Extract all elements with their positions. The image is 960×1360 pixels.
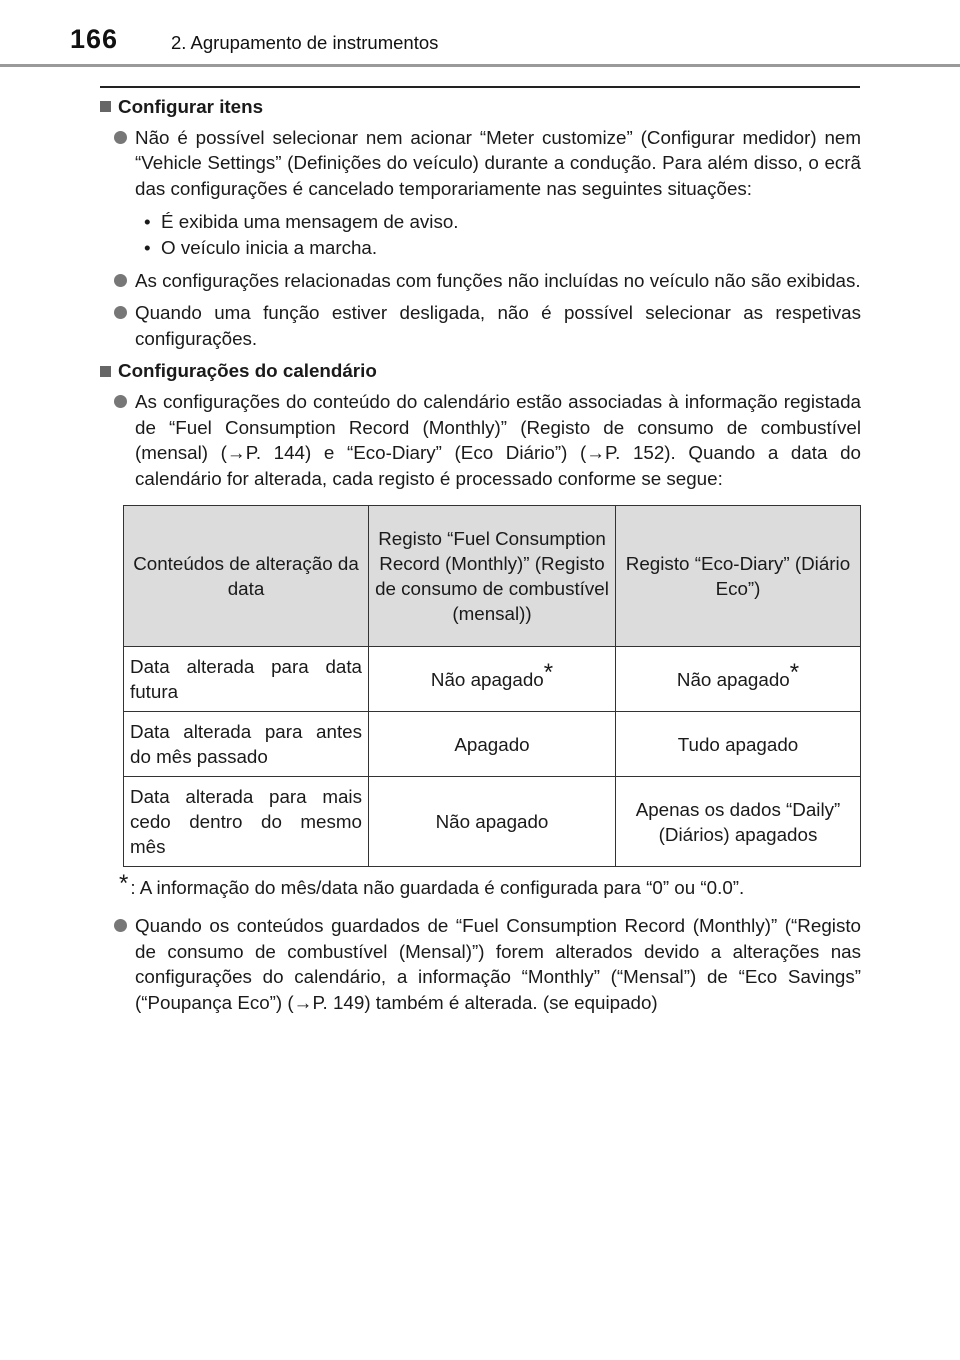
footnote-text: : A informação do mês/data não guardada é configurada para “0” ou “0.0”.: [130, 877, 745, 899]
section-heading: [98, 358, 861, 384]
page-number: 166: [70, 24, 119, 54]
section-heading-text: Configurações do calendário: [118, 360, 377, 382]
content-top-divider: [100, 86, 860, 88]
table-cell: Tudo apagado: [616, 712, 861, 777]
table-cell: Data alterada para antes do mês passado: [124, 712, 369, 777]
section-heading-text: Configurar itens: [118, 96, 264, 117]
table-cell: Data alterada para mais cedo dentro do mesmo mês: [124, 777, 369, 867]
cell-text: Não apagado: [430, 668, 544, 690]
circle-bullet-icon: [114, 131, 127, 144]
bullet-paragraph: [98, 125, 861, 261]
asterisk-mark: *: [543, 658, 554, 686]
table-row: [124, 712, 861, 777]
circle-bullet-icon: [114, 395, 127, 408]
table-header-row: [124, 506, 861, 647]
sub-list-item: • É exibida uma mensagem de aviso.: [141, 209, 861, 235]
table-header-cell: Conteúdos de alteração da data: [124, 506, 369, 647]
table-cell: Apenas os dados “Daily” (Diários) apagados: [616, 777, 861, 867]
square-bullet-icon: [100, 101, 111, 112]
table-cell: [369, 647, 616, 712]
bullet-text: As configurações relacionadas com funções não incluídas no veículo não são exibidas.: [135, 269, 861, 291]
asterisk-mark: *: [119, 870, 129, 898]
calendar-table: [123, 505, 861, 867]
table-cell: Data alterada para data futura: [124, 647, 369, 712]
bullet-text: Quando os conteúdos guardados de “Fuel Consumption Record (Monthly)” (“Registo de consumo de combustível (Mensal)”) forem alterados devido a alterações nas configurações do calendário, a informação “Monthly” (“Mensal”) de “Eco Savings” (“Poupança Eco”) (→P. 149) também é alterada. (se equipado): [135, 914, 861, 1013]
bullet-paragraph: [98, 913, 861, 1015]
bullet-text: Quando uma função estiver desligada, não é possível selecionar as respetivas configurações.: [135, 302, 861, 349]
circle-bullet-icon: [114, 919, 127, 932]
table-cell: Apagado: [369, 712, 616, 777]
table-row: [124, 647, 861, 712]
chapter-title: 2. Agrupamento de instrumentos: [171, 32, 439, 53]
bullet-paragraph: [98, 268, 861, 294]
circle-bullet-icon: [114, 274, 127, 287]
bullet-text: Não é possível selecionar nem acionar “Meter customize” (Configurar medidor) nem “Vehicle Settings” (Definições do veículo) durante a condução. Para além disso, o ecrã das configurações é cancelado temporariamente nas seguintes situações:: [135, 126, 861, 199]
table-header-cell: Registo “Eco-Diary” (Diário Eco”): [616, 506, 861, 647]
bullet-paragraph: [98, 389, 861, 491]
asterisk-mark: *: [789, 658, 800, 686]
cell-text: Não apagado: [676, 668, 790, 690]
table-cell: Não apagado: [369, 777, 616, 867]
table-cell: [616, 647, 861, 712]
circle-bullet-icon: [114, 306, 127, 319]
table-footnote: [119, 870, 861, 901]
sub-list-item: • O veículo inicia a marcha.: [141, 235, 861, 261]
page-header: [0, 0, 960, 66]
table-header-cell: Registo “Fuel Consumption Record (Monthly)” (Registo de consumo de combustível (mensal)): [369, 506, 616, 647]
header-divider: [0, 64, 960, 67]
sub-list: [135, 209, 861, 260]
section-heading: [98, 94, 861, 120]
square-bullet-icon: [100, 366, 111, 377]
bullet-paragraph: [98, 300, 861, 351]
bullet-text: As configurações do conteúdo do calendário estão associadas à informação registada de “Fuel Consumption Record (Monthly)” (Registo de consumo de combustível (mensal) (→P. 144) e “Eco-Diary” (Eco Diário”) (→P. 152). Quando a data do calendário for alterada, cada registo é processado conforme se segue:: [135, 390, 861, 489]
page-content: [98, 94, 861, 1022]
table-row: [124, 777, 861, 867]
